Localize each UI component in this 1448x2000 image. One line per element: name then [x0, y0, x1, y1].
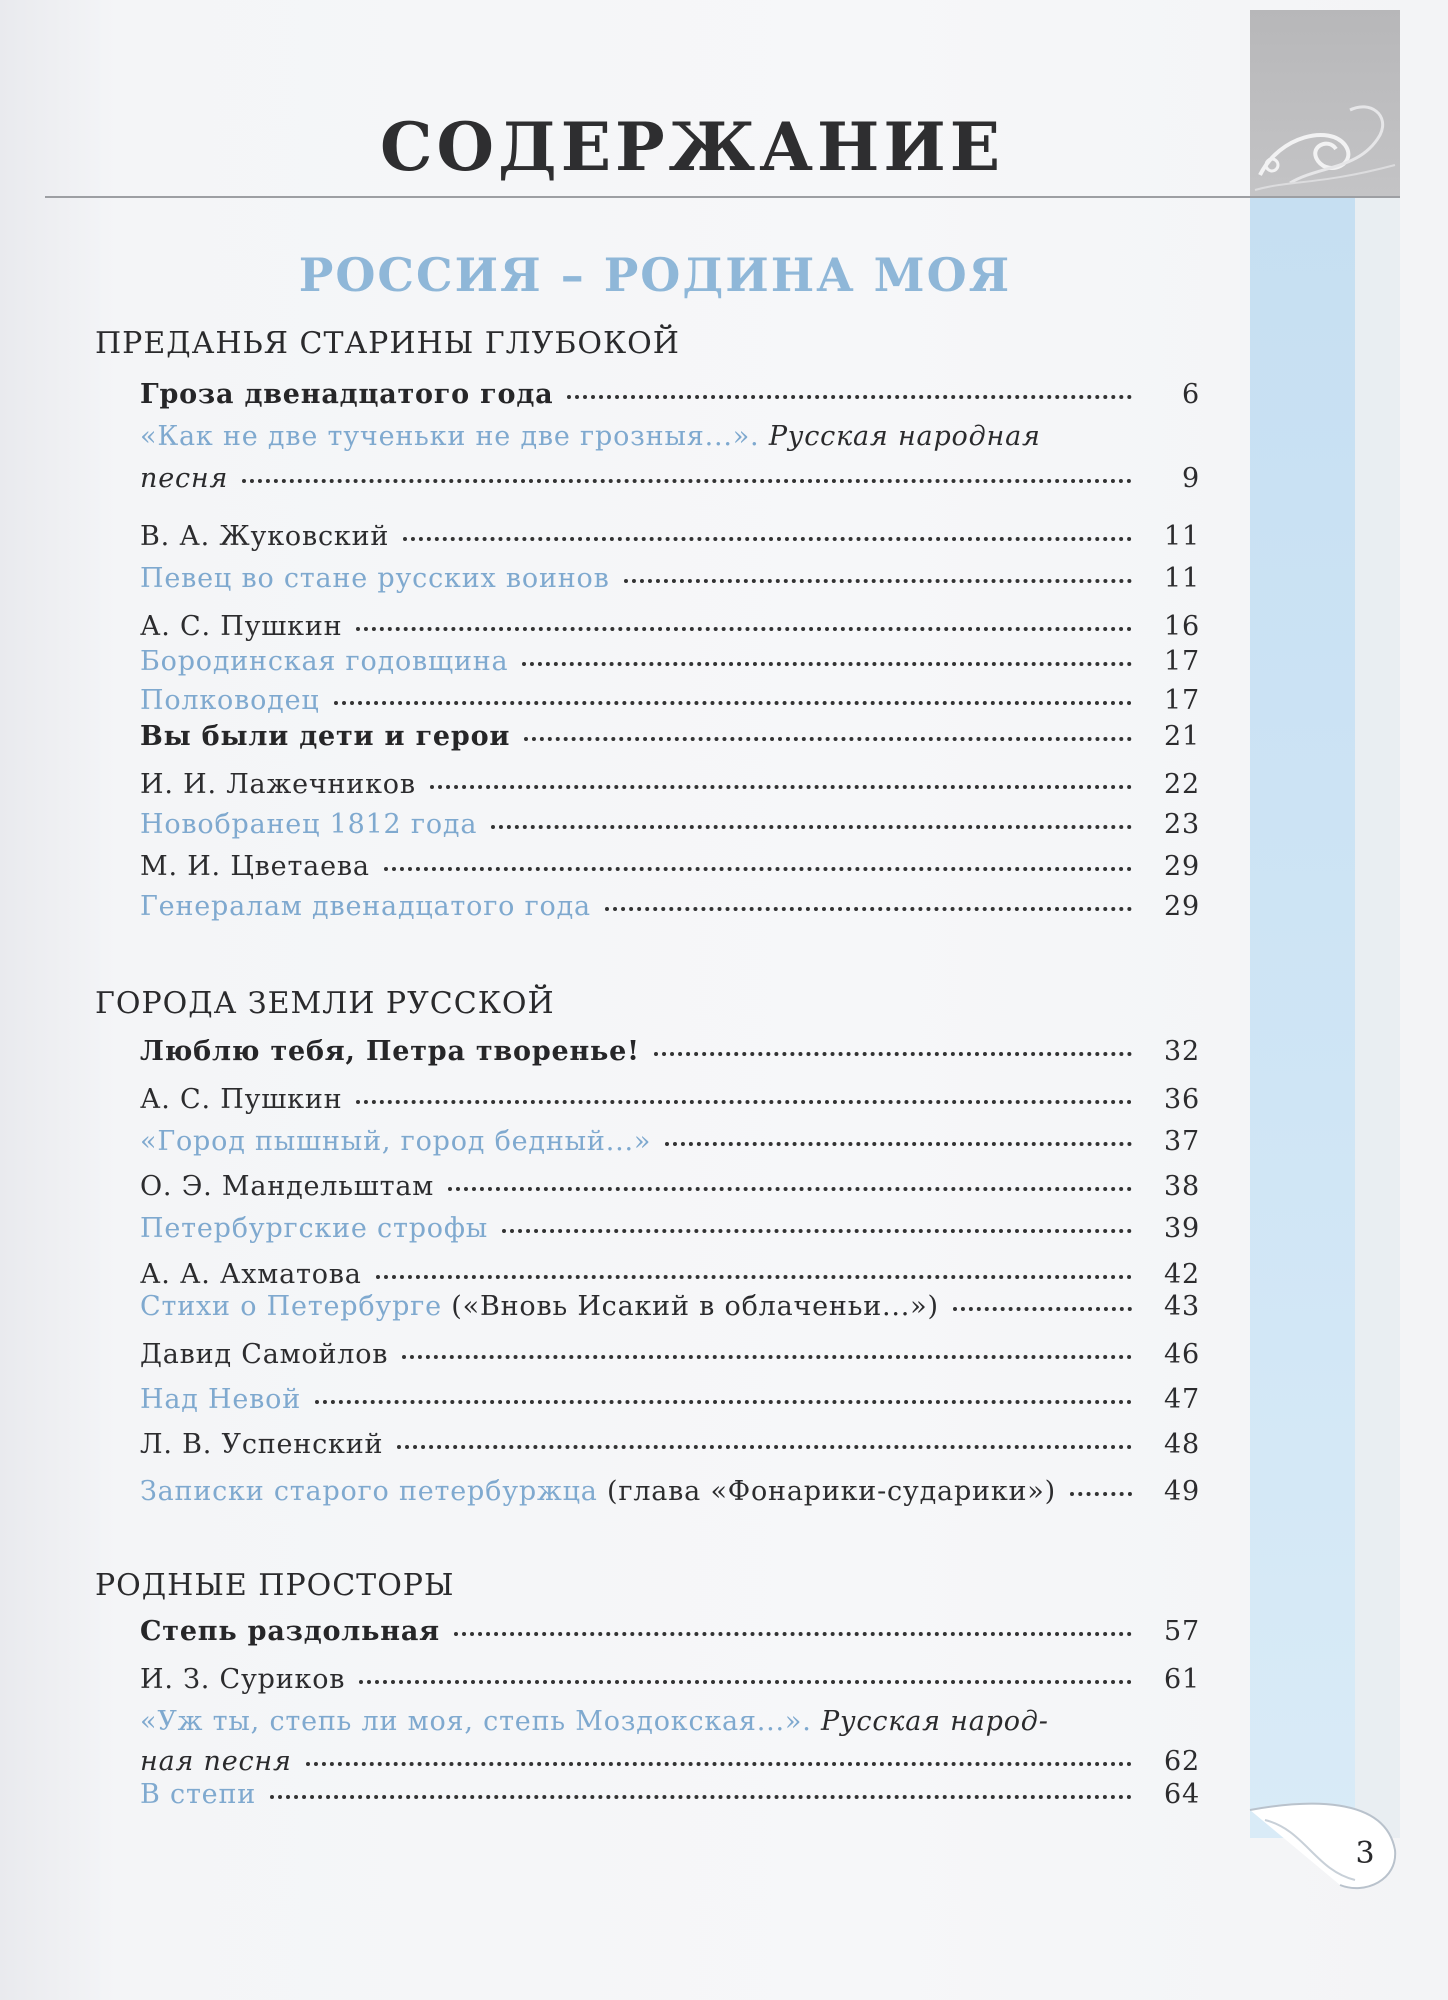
toc-entry[interactable]	[140, 1125, 1200, 1159]
entry-title	[140, 890, 591, 924]
toc-entry[interactable]	[140, 1258, 1200, 1292]
dot-leader	[654, 1052, 1132, 1056]
entry-text: Над Невой	[140, 1384, 302, 1415]
dot-leader	[605, 907, 1132, 911]
dot-leader	[567, 395, 1132, 399]
dot-leader	[356, 1100, 1132, 1104]
dot-leader	[502, 1229, 1132, 1233]
dot-leader	[376, 1275, 1132, 1279]
dot-leader	[522, 662, 1132, 666]
entry-title	[140, 1428, 383, 1462]
entry-page-number: 43	[1164, 1291, 1200, 1322]
toc-entry[interactable]	[140, 378, 1200, 412]
toc-entry[interactable]	[140, 1170, 1200, 1204]
entry-page-number: 17	[1164, 685, 1200, 716]
entry-text: О. Э. Мандельштам	[140, 1171, 435, 1202]
entry-page-number: 21	[1164, 721, 1200, 752]
entry-title	[140, 462, 228, 496]
toc-entry-first-line	[140, 420, 1200, 454]
toc-entry[interactable]	[140, 1083, 1200, 1117]
entry-page-number: 49	[1164, 1476, 1200, 1507]
entry-text: Л. В. Успенский	[140, 1429, 384, 1460]
toc-entry[interactable]	[140, 520, 1200, 554]
entry-text: Петербургские строфы	[140, 1213, 489, 1244]
entry-title	[140, 684, 320, 718]
entry-page-number: 61	[1164, 1664, 1200, 1695]
entry-text: Записки старого петербуржца	[140, 1476, 598, 1507]
toc-entry[interactable]	[140, 610, 1200, 644]
entry-text: Гроза двенадцатого года	[140, 379, 554, 410]
dot-leader	[953, 1307, 1132, 1311]
entry-title	[140, 1745, 292, 1779]
entry-page-number: 57	[1164, 1616, 1200, 1647]
dot-leader	[524, 737, 1132, 741]
entry-page-number: 22	[1164, 769, 1200, 800]
page-title: СОДЕРЖАНИЕ	[380, 108, 1005, 186]
entry-text: Новобранец 1812 года	[140, 809, 478, 840]
entry-text: Генералам двенадцатого года	[140, 891, 591, 922]
dot-leader	[1070, 1492, 1132, 1496]
dot-leader	[665, 1142, 1132, 1146]
entry-title	[140, 1475, 1056, 1509]
entry-text: песня	[140, 463, 229, 494]
entry-text: М. И. Цветаева	[140, 851, 370, 882]
entry-page-number: 46	[1164, 1339, 1200, 1370]
entry-title	[140, 720, 510, 754]
entry-page-number: 11	[1164, 521, 1200, 552]
toc-entry[interactable]	[140, 1035, 1200, 1069]
entry-title	[140, 520, 389, 554]
entry-page-number: 48	[1164, 1429, 1200, 1460]
entry-text: ная песня	[140, 1746, 292, 1777]
entry-title	[140, 610, 342, 644]
title-rule	[45, 196, 1400, 198]
side-light-strip	[1355, 198, 1400, 1838]
dot-leader	[430, 785, 1132, 789]
entry-page-number: 17	[1164, 646, 1200, 677]
toc-entry[interactable]	[140, 720, 1200, 754]
page-number: 3	[1355, 1836, 1375, 1871]
chapter-heading: РОДНЫЕ ПРОСТОРЫ	[95, 1568, 455, 1603]
toc-entry[interactable]	[140, 562, 1200, 596]
side-color-strip	[1250, 198, 1355, 1838]
entry-text: Русская народная	[759, 421, 1041, 452]
entry-title	[140, 378, 553, 412]
entry-text: А. С. Пушкин	[140, 611, 343, 642]
toc-entry[interactable]	[140, 1475, 1200, 1509]
dot-leader	[306, 1762, 1132, 1766]
entry-title	[140, 1083, 342, 1117]
entry-text: Полководец	[140, 685, 320, 716]
dot-leader	[403, 537, 1132, 541]
toc-entry[interactable]	[140, 808, 1200, 842]
toc-entry[interactable]	[140, 1615, 1200, 1649]
toc-entry[interactable]	[140, 1778, 1200, 1812]
entry-title	[140, 1258, 362, 1292]
entry-text: А. С. Пушкин	[140, 1084, 343, 1115]
dot-leader	[624, 579, 1132, 583]
entry-text: Певец во стане русских воинов	[140, 563, 610, 594]
dot-leader	[454, 1632, 1132, 1636]
entry-page-number: 16	[1164, 611, 1200, 642]
entry-page-number: 23	[1164, 809, 1200, 840]
entry-title	[140, 1663, 345, 1697]
dot-leader	[315, 1400, 1132, 1404]
entry-text: Вы были дети и герои	[140, 721, 511, 752]
entry-text: («Вновь Исакий в облаченьи...»)	[441, 1291, 939, 1322]
toc-entry[interactable]	[140, 1745, 1200, 1779]
entry-page-number: 11	[1164, 563, 1200, 594]
swirl-ornament-icon	[1250, 95, 1400, 195]
entry-title	[140, 1125, 651, 1159]
entry-text: (глава «Фонарики-сударики»)	[597, 1476, 1056, 1507]
section-title: РОССИЯ – РОДИНА МОЯ	[298, 248, 1012, 302]
entry-page-number: 37	[1164, 1126, 1200, 1157]
entry-text: Люблю тебя, Петра творенье!	[140, 1036, 640, 1067]
entry-text: Степь раздольная	[140, 1616, 440, 1647]
entry-page-number: 64	[1164, 1779, 1200, 1810]
toc-entry-first-line	[140, 1705, 1200, 1739]
entry-text: «Как не две тученьки не две грозныя...».	[140, 421, 760, 452]
dot-leader	[356, 627, 1132, 631]
toc-entry[interactable]	[140, 890, 1200, 924]
entry-page-number: 6	[1182, 379, 1200, 410]
entry-text: Давид Самойлов	[140, 1339, 389, 1370]
entry-title	[140, 1290, 939, 1324]
entry-text: Бородинская годовщина	[140, 646, 509, 677]
entry-page-number: 36	[1164, 1084, 1200, 1115]
dot-leader	[397, 1445, 1132, 1449]
entry-title	[140, 1615, 440, 1649]
entry-title	[140, 1035, 640, 1069]
entry-text: А. А. Ахматова	[140, 1259, 362, 1290]
entry-text: «Уж ты, степь ли моя, степь Моздокская...».	[140, 1706, 812, 1737]
entry-title	[140, 808, 477, 842]
dot-leader	[384, 867, 1132, 871]
entry-page-number: 9	[1182, 463, 1200, 494]
toc-entry[interactable]	[140, 1290, 1200, 1324]
entry-title	[140, 1383, 301, 1417]
entry-page-number: 39	[1164, 1213, 1200, 1244]
toc-entry[interactable]	[140, 1383, 1200, 1417]
entry-page-number: 42	[1164, 1259, 1200, 1290]
entry-page-number: 62	[1164, 1746, 1200, 1777]
dot-leader	[334, 701, 1132, 705]
entry-page-number: 29	[1164, 851, 1200, 882]
entry-page-number: 38	[1164, 1171, 1200, 1202]
entry-page-number: 47	[1164, 1384, 1200, 1415]
entry-text: И. И. Лажечников	[140, 769, 416, 800]
dot-leader	[242, 479, 1132, 483]
toc-entry[interactable]	[140, 1428, 1200, 1462]
entry-text: «Город пышный, город бедный...»	[140, 1126, 652, 1157]
chapter-heading: ПРЕДАНЬЯ СТАРИНЫ ГЛУБОКОЙ	[95, 326, 680, 361]
toc-entry[interactable]	[140, 684, 1200, 718]
toc-entry[interactable]	[140, 1212, 1200, 1246]
entry-text: В. А. Жуковский	[140, 521, 390, 552]
entry-title	[140, 1212, 488, 1246]
toc-entry[interactable]	[140, 645, 1200, 679]
toc-entry[interactable]	[140, 850, 1200, 884]
entry-page-number: 32	[1164, 1036, 1200, 1067]
toc-entry[interactable]	[140, 1663, 1200, 1697]
entry-title	[140, 645, 508, 679]
entry-title	[140, 768, 416, 802]
dot-leader	[270, 1795, 1132, 1799]
entry-text: И. З. Суриков	[140, 1664, 346, 1695]
toc-entry[interactable]	[140, 768, 1200, 802]
entry-text: Русская народ-	[811, 1706, 1049, 1737]
entry-text: Стихи о Петербурге	[140, 1291, 442, 1322]
entry-title	[140, 1338, 388, 1372]
dot-leader	[359, 1680, 1132, 1684]
toc-entry[interactable]	[140, 462, 1200, 496]
entry-text: В степи	[140, 1779, 257, 1810]
dot-leader	[402, 1355, 1132, 1359]
dot-leader	[491, 825, 1132, 829]
entry-title	[140, 1778, 256, 1812]
chapter-heading: ГОРОДА ЗЕМЛИ РУССКОЙ	[95, 986, 555, 1021]
entry-title	[140, 850, 370, 884]
entry-title	[140, 562, 610, 596]
entry-title	[140, 1170, 434, 1204]
entry-page-number: 29	[1164, 891, 1200, 922]
toc-entry[interactable]	[140, 1338, 1200, 1372]
dot-leader	[448, 1187, 1132, 1191]
